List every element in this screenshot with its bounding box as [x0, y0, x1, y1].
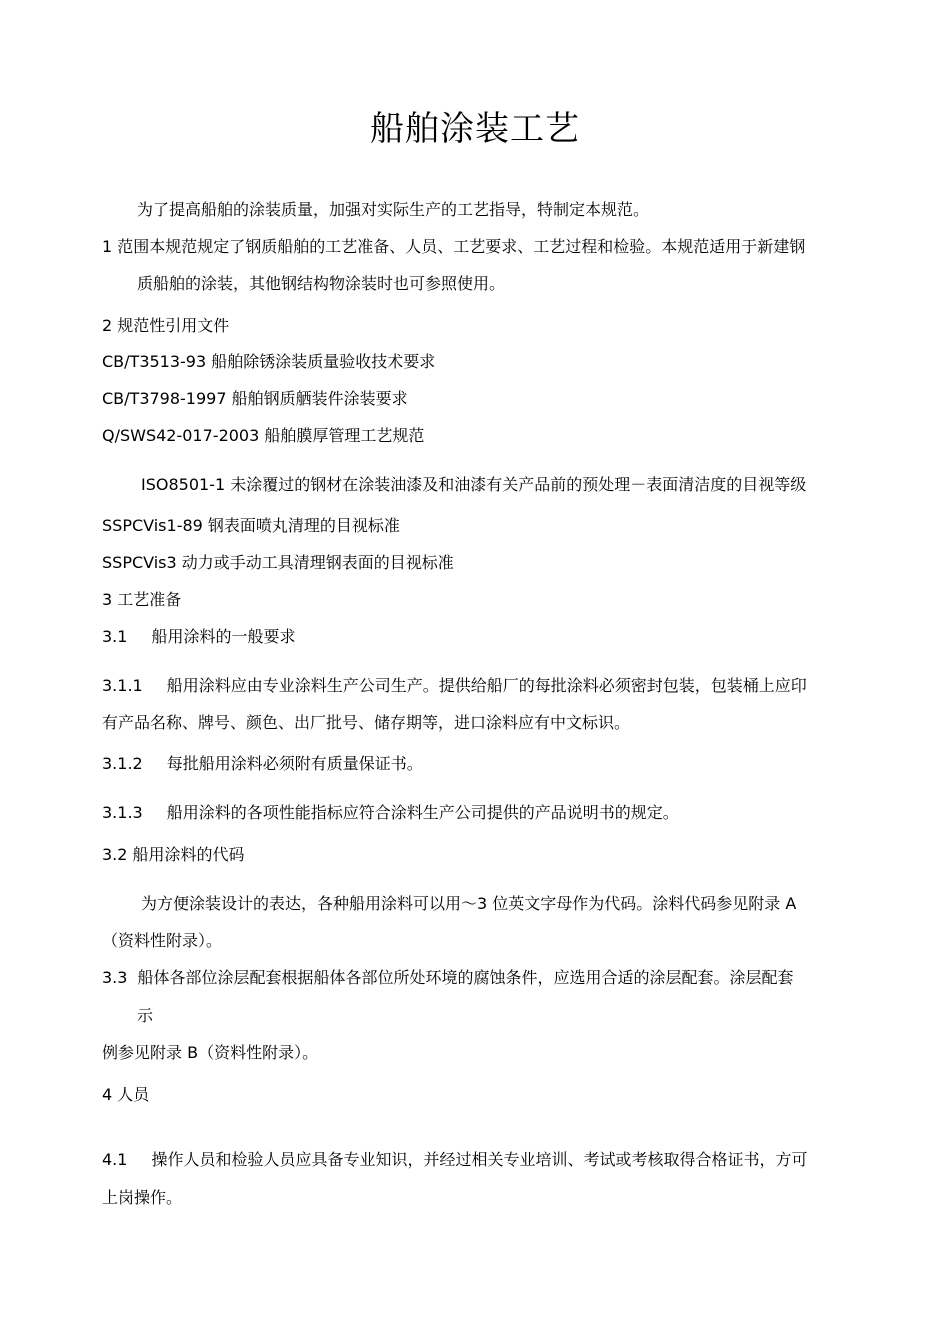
section4-heading: 4 人员	[102, 1085, 150, 1104]
reference-item: Q/SWS42-017-2003 船舶膜厚管理工艺规范	[102, 426, 425, 445]
clause-3-2-text: 为方便涂装设计的表达，各种船用涂料可以用～3 位英文字母作为代码。涂料代码参见附录 A	[141, 894, 797, 913]
clause-3-1	[102, 626, 295, 648]
clause-text: 船体各部位涂层配套根据船体各部位所处环境的腐蚀条件，应选用合适的涂层配套。涂层配套	[137, 968, 794, 987]
clause-3-1-1	[102, 675, 807, 697]
clause-text: 船用涂料的各项性能指标应符合涂料生产公司提供的产品说明书的规定。	[166, 803, 679, 822]
clause-3-1-1-continued: 有产品名称、牌号、颜色、出厂批号、储存期等，进口涂料应有中文标识。	[102, 713, 631, 732]
reference-item: CB/T3513-93 船舶除锈涂装质量验收技术要求	[102, 352, 436, 371]
clause-number: 3.1.3	[102, 803, 143, 822]
document-title: 船舶涂装工艺	[370, 109, 580, 149]
reference-item: ISO8501-1 未涂覆过的钢材在涂装油漆及和油漆有关产品前的预处理－表面清洁度的目视等级	[141, 475, 807, 494]
clause-text: 船用涂料应由专业涂料生产公司生产。提供给船厂的每批涂料必须密封包装，包装桶上应印	[166, 676, 807, 695]
clause-number: 3.1	[102, 627, 128, 646]
intro-paragraph: 为了提高船舶的涂装质量，加强对实际生产的工艺指导，特制定本规范。	[137, 200, 650, 219]
clause-number: 3.1.1	[102, 676, 143, 695]
clause-number: 4.1	[102, 1150, 128, 1169]
clause-number: 3.3	[102, 968, 128, 987]
clause-number: 3.1.2	[102, 754, 143, 773]
section3-heading: 3 工艺准备	[102, 590, 182, 609]
reference-item: SSPCVis1-89 钢表面喷丸清理的目视标准	[102, 516, 400, 535]
clause-3-3	[102, 967, 793, 989]
reference-item: SSPCVis3 动力或手动工具清理钢表面的目视标准	[102, 553, 454, 572]
clause-text: 每批船用涂料必须附有质量保证书。	[166, 754, 423, 773]
clause-3-3-continued: 示	[137, 1006, 154, 1025]
reference-item: CB/T3798-1997 船舶钢质舾装件涂装要求	[102, 389, 408, 408]
clause-text: 船用涂料的一般要求	[151, 627, 296, 646]
clause-3-2-heading: 3.2 船用涂料的代码	[102, 845, 245, 864]
section2-heading: 2 规范性引用文件	[102, 316, 230, 335]
clause-4-1-continued: 上岗操作。	[102, 1188, 183, 1207]
section1-line1: 1 范围本规范规定了钢质船舶的工艺准备、人员、工艺要求、工艺过程和检验。本规范适用于新建钢	[102, 237, 806, 256]
clause-3-1-3	[102, 802, 679, 824]
clause-3-3-continued: 例参见附录 B（资料性附录）。	[102, 1043, 319, 1062]
clause-text: 操作人员和检验人员应具备专业知识，并经过相关专业培训、考试或考核取得合格证书，方可	[151, 1150, 808, 1169]
clause-3-1-2	[102, 753, 423, 775]
clause-4-1	[102, 1149, 807, 1171]
clause-3-2-continued: （资料性附录）。	[102, 931, 223, 950]
section1-line2: 质船舶的涂装，其他钢结构物涂装时也可参照使用。	[137, 274, 506, 293]
